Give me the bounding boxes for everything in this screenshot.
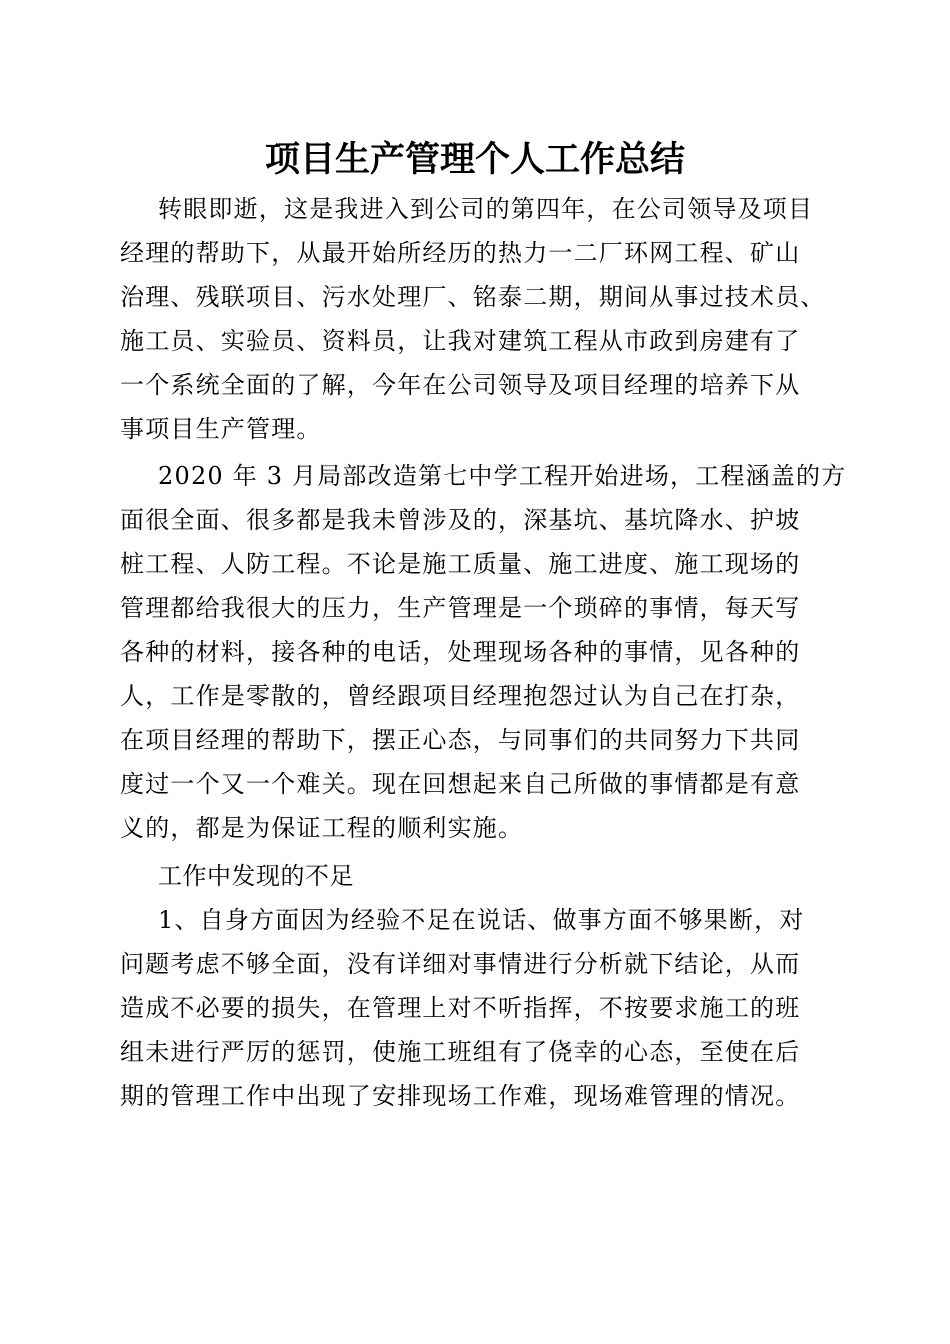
paragraph-project-line-5: 各种的材料，接各种的电话，处理现场各种的事情，见各种的 [120,638,801,666]
paragraph-project-line-7: 在项目经理的帮助下，摆正心态，与同事们的共同努力下共同 [120,726,801,754]
paragraph-project-line-6: 人，工作是零散的，曾经跟项目经理抱怨过认为自己在打杂， [120,682,801,710]
shortcoming-1-line-4: 组未进行严厉的惩罚，使施工班组有了侥幸的心态，至使在后 [120,1038,801,1066]
paragraph-project-line-2: 面很全面、很多都是我未曾涉及的，深基坑、基坑降水、护坡 [120,506,801,534]
shortcoming-1-line-5: 期的管理工作中出现了安排现场工作难，现场难管理的情况。 [120,1082,801,1110]
paragraph-intro-line-2: 经理的帮助下，从最开始所经历的热力一二厂环网工程、矿山 [120,239,801,267]
shortcoming-1-line-3: 造成不必要的损失，在管理上对不听指挥，不按要求施工的班 [120,994,801,1022]
shortcoming-1-line-2: 问题考虑不够全面，没有详细对事情进行分析就下结论，从而 [120,950,801,978]
shortcoming-1-line-1: 1、自身方面因为经验不足在说话、做事方面不够果断，对 [158,906,805,934]
paragraph-project-line-8: 度过一个又一个难关。现在回想起来自己所做的事情都是有意 [120,770,801,798]
paragraph-project-line-9: 义的，都是为保证工程的顺利实施。 [120,814,524,842]
paragraph-intro-line-6: 事项目生产管理。 [120,415,322,443]
paragraph-project-line-4: 管理都给我很大的压力，生产管理是一个琐碎的事情，每天写 [120,594,801,622]
paragraph-intro-line-4: 施工员、实验员、资料员，让我对建筑工程从市政到房建有了 [120,327,801,355]
paragraph-intro-line-1: 转眼即逝，这是我进入到公司的第四年，在公司领导及项目 [158,195,814,223]
paragraph-project-line-1: 2020 年 3 月局部改造第七中学工程开始进场，工程涵盖的方 [158,462,847,490]
paragraph-intro-line-3: 治理、残联项目、污水处理厂、铭泰二期，期间从事过技术员、 [120,283,826,311]
paragraph-intro-line-5: 一个系统全面的了解，今年在公司领导及项目经理的培养下从 [120,371,801,399]
paragraph-project-line-3: 桩工程、人防工程。不论是施工质量、施工进度、施工现场的 [120,550,801,578]
document-title: 项目生产管理个人工作总结 [264,139,685,180]
shortcomings-heading: 工作中发现的不足 [158,862,354,890]
